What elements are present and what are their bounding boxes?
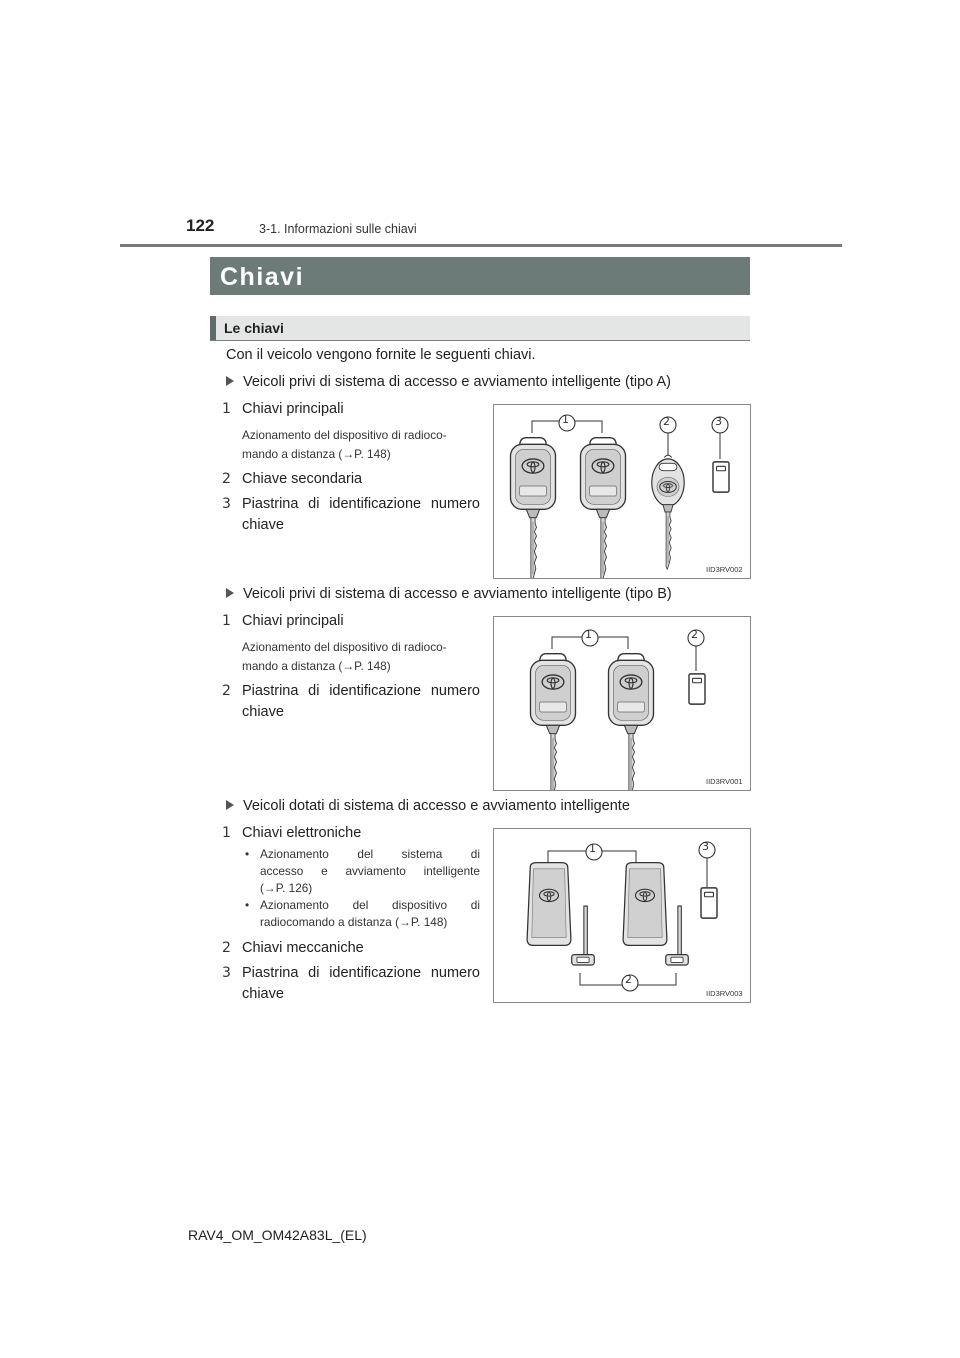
electronic-key-icon xyxy=(623,863,667,946)
sub-bullet-1-line2: accesso e avviamento intelligente xyxy=(260,864,480,878)
callout-1: 1 xyxy=(585,628,592,641)
item-number: 2 xyxy=(222,940,231,956)
header-rule xyxy=(120,244,842,247)
callout-3: 3 xyxy=(702,840,709,853)
item-label: Chiave secondaria xyxy=(242,471,363,487)
sub-bullet-2-line2: radiocomando a distanza (→P. 148) xyxy=(260,915,448,929)
item-label-line2: chiave xyxy=(242,704,284,720)
key-number-plate-icon xyxy=(689,674,705,704)
item-label-line1: Piastrina di identificazione numero xyxy=(242,496,480,512)
callout-2: 2 xyxy=(663,415,670,428)
item-number: 3 xyxy=(222,965,231,981)
triangle-bullet-icon xyxy=(226,376,234,386)
item-note-line1: Azionamento del dispositivo di radioco- xyxy=(242,640,447,654)
sub-key-icon xyxy=(652,455,684,569)
group-a-heading-text: Veicoli privi di sistema di accesso e avviamento intelligente (tipo A) xyxy=(243,374,671,390)
mechanical-key-icon xyxy=(666,906,689,965)
page-title: Chiavi xyxy=(220,263,305,291)
item-number: 3 xyxy=(222,496,231,512)
footer-doc-code: RAV4_OM_OM42A83L_(EL) xyxy=(188,1227,367,1243)
sub-bullet-2-line1: Azionamento del dispositivo di xyxy=(260,898,480,912)
group-c-heading xyxy=(226,798,630,814)
item-label: Chiavi elettroniche xyxy=(242,825,362,841)
page-number: 122 xyxy=(186,216,215,235)
electronic-key-icon xyxy=(527,863,571,946)
figure-code: IID3RV003 xyxy=(706,989,743,998)
item-number: 1 xyxy=(222,613,231,629)
callout-2: 2 xyxy=(625,973,632,986)
item-label: Chiavi principali xyxy=(242,613,344,629)
triangle-bullet-icon xyxy=(226,800,234,810)
title-bar xyxy=(210,257,750,295)
subtitle-accent xyxy=(210,316,216,340)
section-title: 3-1. Informazioni sulle chiavi xyxy=(259,222,417,236)
key-number-plate-icon xyxy=(713,462,729,492)
callout-2: 2 xyxy=(691,628,698,641)
subtitle-bar xyxy=(210,316,750,341)
item-label-line1: Piastrina di identificazione numero xyxy=(242,683,480,699)
item-note-line2: mando a distanza (→P. 148) xyxy=(242,659,391,673)
item-label-line2: chiave xyxy=(242,517,284,533)
main-key-icon xyxy=(581,438,626,578)
item-label: Chiavi principali xyxy=(242,401,344,417)
item-note-line1: Azionamento del dispositivo di radioco- xyxy=(242,428,447,442)
main-key-icon xyxy=(609,654,654,790)
mechanical-key-icon xyxy=(572,906,595,965)
main-key-icon xyxy=(531,654,576,790)
callout-1: 1 xyxy=(562,413,569,426)
callout-1: 1 xyxy=(589,842,596,855)
sub-bullet-1-line3: (→P. 126) xyxy=(260,881,313,895)
figure-code: IID3RV002 xyxy=(706,565,743,574)
figure-keys-type-a xyxy=(493,404,751,579)
item-note-line2: mando a distanza (→P. 148) xyxy=(242,447,391,461)
group-b-heading xyxy=(226,586,672,602)
item-number: 1 xyxy=(222,401,231,417)
callout-3: 3 xyxy=(715,415,722,428)
key-number-plate-icon xyxy=(701,888,717,918)
subtitle: Le chiavi xyxy=(224,320,284,336)
group-b-heading-text: Veicoli privi di sistema di accesso e avviamento intelligente (tipo B) xyxy=(243,586,672,602)
item-number: 2 xyxy=(222,471,231,487)
figure-keys-type-b xyxy=(493,616,751,791)
sub-bullet-dot: • xyxy=(245,898,250,912)
sub-bullet-dot: • xyxy=(245,847,250,861)
figure-keys-smart xyxy=(493,828,751,1003)
item-number: 2 xyxy=(222,683,231,699)
item-number: 1 xyxy=(222,825,231,841)
item-label-line2: chiave xyxy=(242,986,284,1002)
group-c-heading-text: Veicoli dotati di sistema di accesso e avviamento intelligente xyxy=(243,798,630,814)
sub-bullet-1-line1: Azionamento del sistema di xyxy=(260,847,480,861)
triangle-bullet-icon xyxy=(226,588,234,598)
item-label-line1: Piastrina di identificazione numero xyxy=(242,965,480,981)
main-key-icon xyxy=(511,438,556,578)
group-a-heading xyxy=(226,374,671,390)
intro-text: Con il veicolo vengono fornite le seguenti chiavi. xyxy=(226,347,536,363)
item-label: Chiavi meccaniche xyxy=(242,940,364,956)
figure-code: IID3RV001 xyxy=(706,777,743,786)
